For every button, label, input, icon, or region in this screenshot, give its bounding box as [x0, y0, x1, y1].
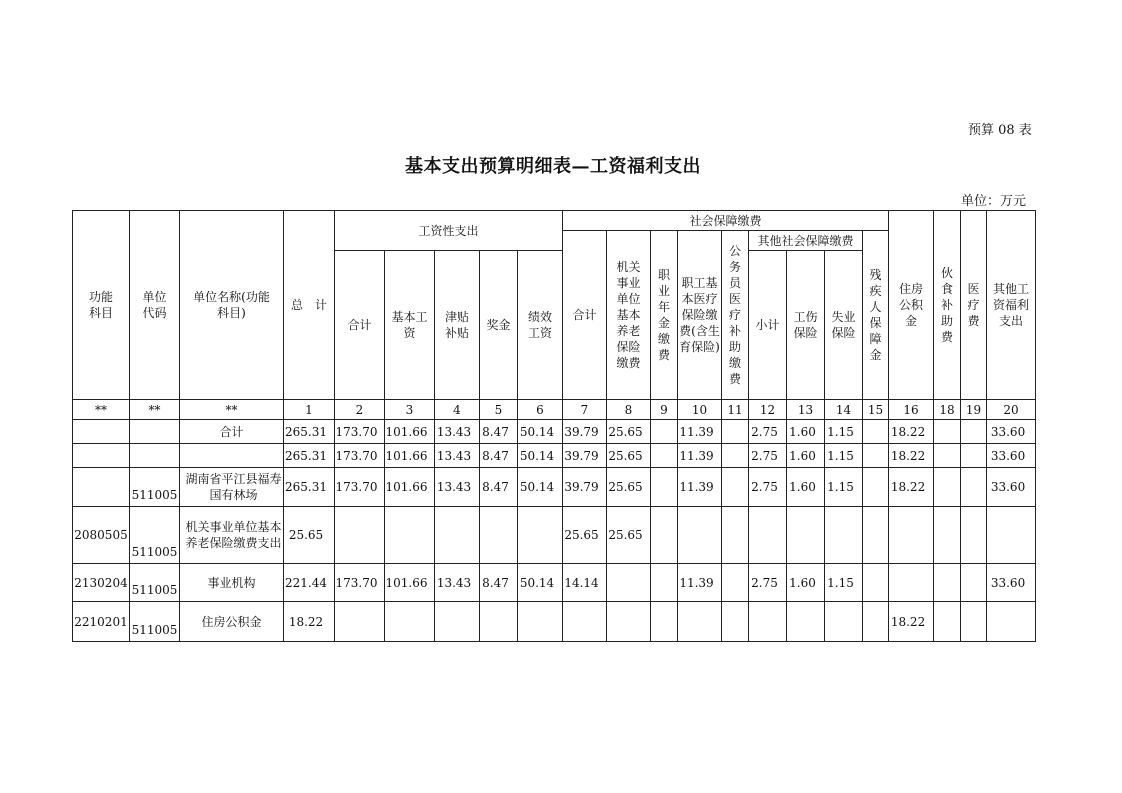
- cell-amount: 1.15: [825, 420, 863, 444]
- table-row: [73, 507, 1036, 564]
- header-other-social-group: 其他社会保障缴费: [749, 231, 863, 251]
- cell-amount: 11.39: [678, 564, 722, 602]
- form-number: 预算 08 表: [968, 123, 1032, 138]
- header-disability: 残疾人保障金: [863, 231, 889, 400]
- cell-amount: [749, 602, 787, 642]
- cell-amount: 2.75: [749, 420, 787, 444]
- cell-amount: 101.66: [385, 444, 435, 468]
- cell-amount: 33.60: [987, 564, 1036, 602]
- cell-amount: 1.60: [787, 468, 825, 507]
- cell-amount: [749, 507, 787, 564]
- cell-amount: [934, 507, 961, 564]
- column-index-cell: 2: [335, 400, 385, 420]
- cell-amount: [385, 602, 435, 642]
- cell-amount: [987, 602, 1036, 642]
- column-index-row: [73, 400, 1036, 420]
- cell-amount: [934, 602, 961, 642]
- cell-unit-name: 湖南省平江县福寿国有林场: [180, 468, 284, 507]
- header-meal-subsidy: 伙食补助费: [934, 211, 961, 400]
- column-index-cell: 12: [749, 400, 787, 420]
- header-civil-medical: 公务员医疗补助缴费: [722, 231, 749, 400]
- cell-amount: 50.14: [518, 444, 563, 468]
- cell-amount: 1.15: [825, 444, 863, 468]
- cell-amount: 1.15: [825, 468, 863, 507]
- cell-amount: 8.47: [480, 468, 518, 507]
- cell-unit-name: 机关事业单位基本养老保险缴费支出: [180, 507, 284, 564]
- column-index-cell: **: [130, 400, 180, 420]
- cell-amount: [607, 602, 651, 642]
- cell-unit-name: [180, 444, 284, 468]
- page-title: 基本支出预算明细表—工资福利支出: [405, 156, 701, 177]
- cell-amount: [961, 507, 987, 564]
- cell-amount: [787, 602, 825, 642]
- header-social-subtotal: 合计: [563, 231, 607, 400]
- cell-amount: 18.22: [889, 602, 934, 642]
- cell-amount: 8.47: [480, 420, 518, 444]
- cell-amount: [987, 507, 1036, 564]
- cell-amount: 25.65: [607, 468, 651, 507]
- cell-amount: 18.22: [889, 468, 934, 507]
- cell-amount: [480, 507, 518, 564]
- budget-table: [72, 210, 1036, 642]
- column-index-cell: 11: [722, 400, 749, 420]
- cell-amount: [385, 507, 435, 564]
- cell-amount: [563, 602, 607, 642]
- column-index-cell: 14: [825, 400, 863, 420]
- column-index-cell: 13: [787, 400, 825, 420]
- header-housing-fund: 住房公积金: [889, 211, 934, 400]
- cell-amount: 2.75: [749, 564, 787, 602]
- column-index-cell: 7: [563, 400, 607, 420]
- column-index-cell: **: [180, 400, 284, 420]
- cell-unit-name: 合计: [180, 420, 284, 444]
- cell-amount: 14.14: [563, 564, 607, 602]
- cell-amount: [934, 444, 961, 468]
- cell-amount: [722, 507, 749, 564]
- header-salary-subtotal: 合计: [335, 251, 385, 400]
- cell-amount: 18.22: [284, 602, 335, 642]
- cell-amount: [435, 507, 480, 564]
- cell-unit-name: 住房公积金: [180, 602, 284, 642]
- header-other-subtotal: 小计: [749, 251, 787, 400]
- cell-amount: 18.22: [889, 444, 934, 468]
- cell-amount: 39.79: [563, 468, 607, 507]
- cell-amount: [863, 444, 889, 468]
- cell-amount: 13.43: [435, 420, 480, 444]
- table-row-unit: [73, 468, 1036, 507]
- cell-func-subject: 2210201: [73, 602, 130, 642]
- cell-unit-code: [130, 444, 180, 468]
- cell-amount: 173.70: [335, 420, 385, 444]
- header-basic-salary: 基本工资: [385, 251, 435, 400]
- header-injury: 工伤保险: [787, 251, 825, 400]
- header-total: 总 计: [284, 211, 335, 400]
- cell-unit-code: 511005: [130, 564, 180, 602]
- header-medical-fee: 医疗费: [961, 211, 987, 400]
- table-row-total: [73, 420, 1036, 444]
- table-row: [73, 564, 1036, 602]
- cell-amount: 39.79: [563, 420, 607, 444]
- cell-amount: 25.65: [607, 420, 651, 444]
- cell-amount: [889, 564, 934, 602]
- cell-amount: 1.60: [787, 420, 825, 444]
- cell-func-subject: [73, 420, 130, 444]
- header-func-subject: 功能科目: [73, 211, 130, 400]
- cell-amount: 11.39: [678, 468, 722, 507]
- cell-amount: [934, 564, 961, 602]
- cell-amount: 1.60: [787, 444, 825, 468]
- column-index-cell: 9: [651, 400, 678, 420]
- cell-amount: [335, 602, 385, 642]
- cell-amount: [722, 420, 749, 444]
- cell-amount: 18.22: [889, 420, 934, 444]
- header-unit-name: 单位名称(功能科目): [180, 211, 284, 400]
- cell-amount: 265.31: [284, 444, 335, 468]
- cell-amount: 33.60: [987, 420, 1036, 444]
- header-unemployment: 失业保险: [825, 251, 863, 400]
- cell-func-subject: [73, 444, 130, 468]
- cell-amount: [435, 602, 480, 642]
- header-social-group: 社会保障缴费: [563, 211, 889, 231]
- unit-label: 单位：万元: [961, 194, 1027, 209]
- cell-amount: [722, 602, 749, 642]
- column-index-cell: 16: [889, 400, 934, 420]
- cell-amount: [863, 420, 889, 444]
- cell-amount: [651, 602, 678, 642]
- cell-amount: [889, 507, 934, 564]
- cell-amount: 265.31: [284, 420, 335, 444]
- cell-amount: [825, 602, 863, 642]
- cell-amount: [335, 507, 385, 564]
- column-index-cell: 3: [385, 400, 435, 420]
- cell-amount: 50.14: [518, 468, 563, 507]
- table-row: [73, 444, 1036, 468]
- cell-amount: 8.47: [480, 564, 518, 602]
- cell-amount: [518, 507, 563, 564]
- cell-func-subject: 2130204: [73, 564, 130, 602]
- header-pension: 机关事业单位基本养老保险缴费: [607, 231, 651, 400]
- cell-amount: 11.39: [678, 444, 722, 468]
- table-row: [73, 602, 1036, 642]
- cell-amount: [651, 468, 678, 507]
- header-allowance: 津贴补贴: [435, 251, 480, 400]
- cell-amount: [651, 420, 678, 444]
- cell-amount: [863, 507, 889, 564]
- header-performance: 绩效工资: [518, 251, 563, 400]
- cell-amount: 173.70: [335, 564, 385, 602]
- cell-amount: [961, 468, 987, 507]
- column-index-cell: 4: [435, 400, 480, 420]
- column-index-cell: 8: [607, 400, 651, 420]
- cell-amount: [863, 564, 889, 602]
- cell-amount: [863, 468, 889, 507]
- cell-amount: 8.47: [480, 444, 518, 468]
- cell-unit-code: 511005: [130, 602, 180, 642]
- cell-amount: 25.65: [284, 507, 335, 564]
- cell-amount: [722, 444, 749, 468]
- cell-amount: 33.60: [987, 444, 1036, 468]
- header-medical: 职工基本医疗保险缴费(含生育保险): [678, 231, 722, 400]
- header-other-welfare: 其他工资福利支出: [987, 211, 1036, 400]
- cell-amount: [651, 507, 678, 564]
- column-index-cell: 18: [934, 400, 961, 420]
- cell-amount: 101.66: [385, 468, 435, 507]
- cell-amount: 39.79: [563, 444, 607, 468]
- cell-amount: [722, 564, 749, 602]
- header-salary-group: 工资性支出: [335, 211, 563, 251]
- column-index-cell: 19: [961, 400, 987, 420]
- cell-amount: 101.66: [385, 564, 435, 602]
- cell-amount: [651, 444, 678, 468]
- cell-amount: 2.75: [749, 468, 787, 507]
- cell-amount: 221.44: [284, 564, 335, 602]
- cell-amount: [678, 602, 722, 642]
- cell-amount: [961, 564, 987, 602]
- column-index-cell: **: [73, 400, 130, 420]
- cell-amount: 173.70: [335, 444, 385, 468]
- cell-amount: 1.60: [787, 564, 825, 602]
- cell-amount: [825, 507, 863, 564]
- cell-amount: 33.60: [987, 468, 1036, 507]
- cell-amount: [961, 420, 987, 444]
- cell-amount: 2.75: [749, 444, 787, 468]
- cell-unit-code: [130, 420, 180, 444]
- cell-amount: [863, 602, 889, 642]
- cell-amount: 101.66: [385, 420, 435, 444]
- cell-amount: [961, 444, 987, 468]
- cell-amount: 265.31: [284, 468, 335, 507]
- cell-amount: 25.65: [563, 507, 607, 564]
- cell-amount: 13.43: [435, 444, 480, 468]
- cell-amount: [480, 602, 518, 642]
- column-index-cell: 20: [987, 400, 1036, 420]
- column-index-cell: 1: [284, 400, 335, 420]
- cell-amount: [722, 468, 749, 507]
- cell-amount: 25.65: [607, 444, 651, 468]
- cell-unit-code: 511005: [130, 468, 180, 507]
- header-bonus: 奖金: [480, 251, 518, 400]
- column-index-cell: 10: [678, 400, 722, 420]
- cell-unit-name: 事业机构: [180, 564, 284, 602]
- cell-amount: 1.15: [825, 564, 863, 602]
- cell-amount: 13.43: [435, 468, 480, 507]
- column-index-cell: 15: [863, 400, 889, 420]
- cell-func-subject: 2080505: [73, 507, 130, 564]
- cell-amount: [607, 564, 651, 602]
- cell-amount: 50.14: [518, 420, 563, 444]
- column-index-cell: 6: [518, 400, 563, 420]
- cell-amount: 173.70: [335, 468, 385, 507]
- cell-amount: 13.43: [435, 564, 480, 602]
- cell-amount: 11.39: [678, 420, 722, 444]
- cell-amount: [934, 468, 961, 507]
- cell-amount: [678, 507, 722, 564]
- cell-amount: [787, 507, 825, 564]
- header-unit-code: 单位代码: [130, 211, 180, 400]
- cell-amount: 25.65: [607, 507, 651, 564]
- cell-amount: 50.14: [518, 564, 563, 602]
- cell-unit-code: 511005: [130, 507, 180, 564]
- cell-amount: [961, 602, 987, 642]
- column-index-cell: 5: [480, 400, 518, 420]
- cell-func-subject: [73, 468, 130, 507]
- header-annuity: 职业年金缴费: [651, 231, 678, 400]
- cell-amount: [651, 564, 678, 602]
- cell-amount: [934, 420, 961, 444]
- cell-amount: [518, 602, 563, 642]
